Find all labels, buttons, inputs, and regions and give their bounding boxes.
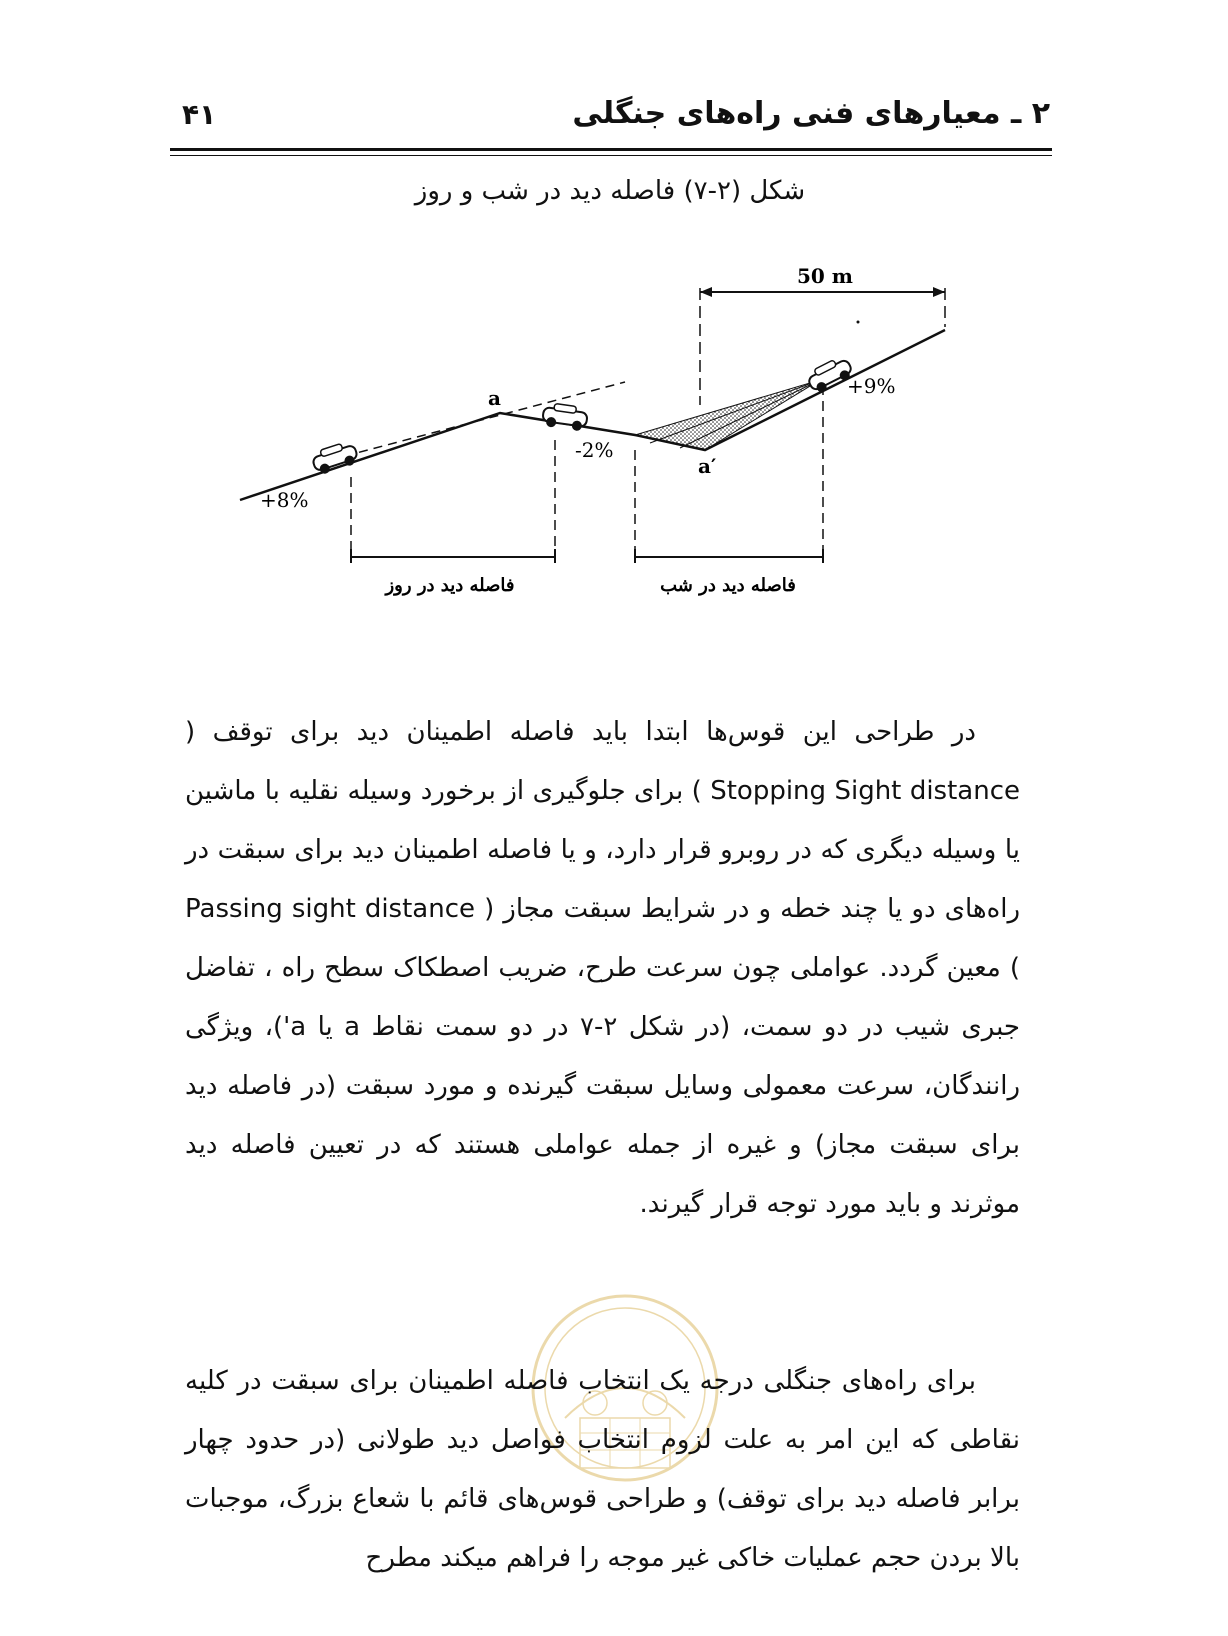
headlight-ray — [650, 380, 820, 443]
body-paragraph-1: در طراحی این قوس‌ها ابتدا باید فاصله اطمینان دید برای توقف ( Stopping Sight distance ) برای جلوگیری از برخورد وسیله نقلیه با ماشین یا وسیله دیگری که در روبرو قرار دارد، و یا فاصله اطمینان دید برای سبقت در راه‌های دو یا چند خطه و در شرایط سبقت مجاز ( Passing sight distance ) معین گردد. عواملی چون سرعت طرح، ضریب اصطکاک سطح راه ، تفاضل جبری شیب در دو سمت، (در شکل ۲-۷ در دو سمت نقاط a یا a')، ویژگی رانندگان، سرعت معمولی وسایل سبقت گیرنده و مورد سبقت (در فاصله دید برای سبقت مجاز) و غیره از جمله عواملی هستند که در تعیین فاصله دید موثرند و باید مورد توجه قرار گیرند. — [185, 717, 1021, 1219]
headlight-ray — [680, 380, 820, 448]
page-header — [170, 88, 1050, 150]
page-number: ۴۱ — [182, 98, 217, 131]
night-sight-label: فاصله دید در شب — [660, 575, 796, 596]
car-middle — [542, 402, 589, 432]
grade-middle-label: -2% — [575, 438, 614, 462]
header-rule-thick — [170, 148, 1052, 151]
distance-label: 50 m — [797, 264, 853, 288]
arrow-head-left — [700, 287, 712, 297]
car-left — [310, 440, 359, 476]
sight-distance-diagram — [230, 255, 990, 635]
arrow-head-right — [933, 287, 945, 297]
header-rule-thin — [170, 155, 1052, 156]
road-profile — [240, 330, 945, 500]
stray-dot — [857, 321, 860, 324]
grade-left-label: +8% — [260, 488, 309, 512]
figure-caption: شکل (۲-۷) فاصله دید در شب و روز — [414, 176, 806, 206]
body-paragraph-2: برای راه‌های جنگلی درجه یک انتخاب فاصله اطمینان برای سبقت در کلیه نقاطی که این امر به علت لزوم انتخاب فواصل دید طولانی (در حدود چهار برابر فاصله دید برای توقف) و طراحی قوس‌های قائم با شعاع بزرگ، موجبات بالا بردن حجم عملیات خاکی غیر موجه را فراهم میکند مطرح — [185, 1366, 1020, 1573]
grade-right-label: +9% — [847, 374, 896, 398]
point-a-label: a — [488, 386, 501, 410]
chapter-title: ۲ ـ معیارهای فنی راه‌های جنگلی — [572, 96, 1050, 131]
point-a-prime-label: a′ — [698, 454, 717, 478]
day-sight-label: فاصله دید در روز — [385, 575, 515, 596]
